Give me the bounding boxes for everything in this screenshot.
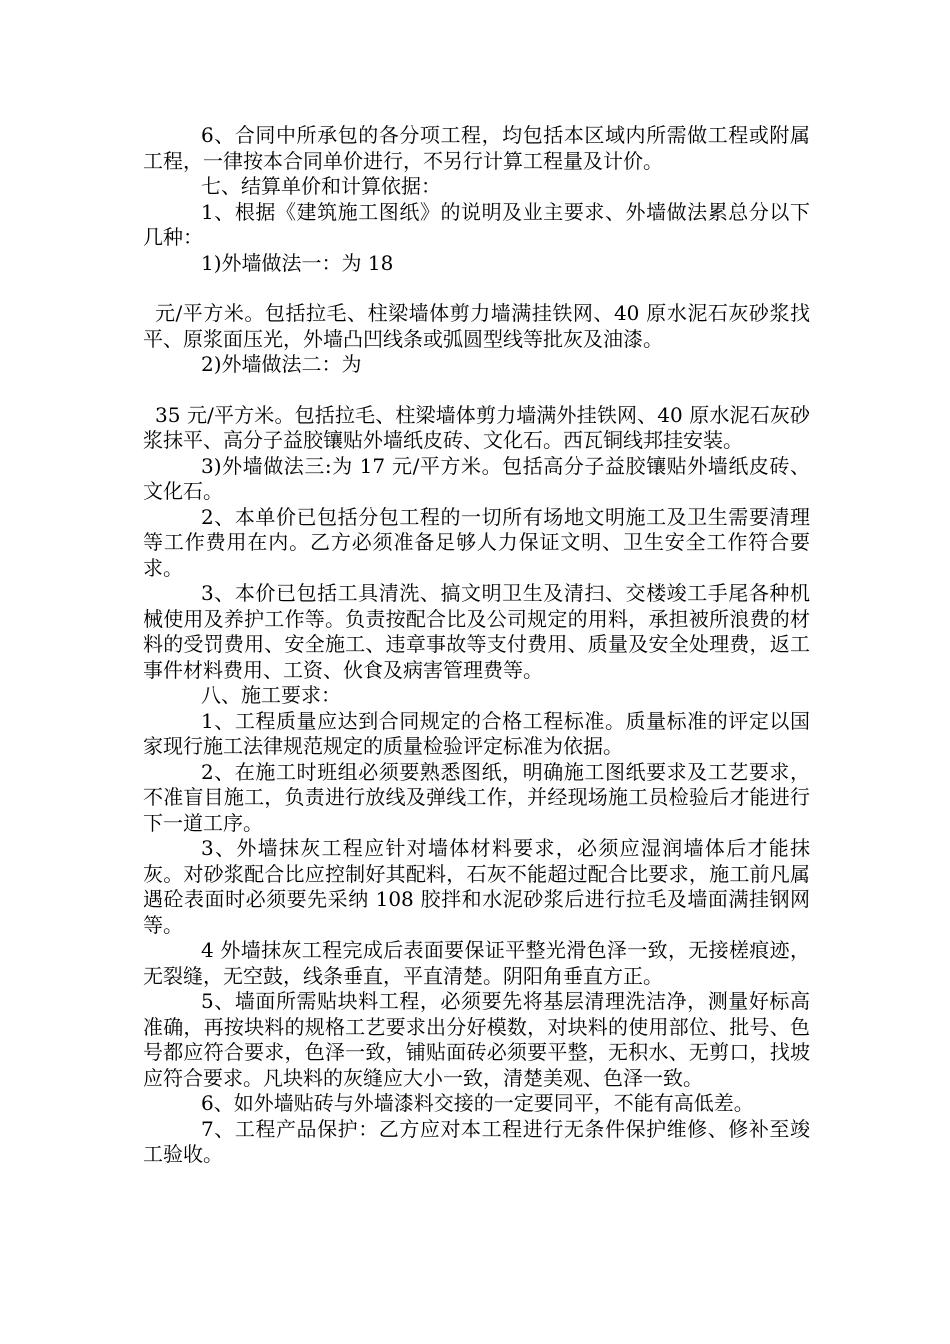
paragraph-item-6-contract-scope: 6、合同中所承包的各分项工程，均包括本区域内所需做工程或附属工程，一律按本合同单价进行，不另行计算工程量及计价。 [143, 123, 810, 173]
paragraph-method-two-heading: 2)外墙做法二：为 [201, 352, 362, 376]
paragraph-method-one-detail: 元/平方米。包括拉毛、柱梁墙体剪力墙满挂铁网、40 原水泥石灰砂浆找平、原浆面压光，外墙凸凹线条或弧圆型线等批灰及油漆。 [143, 301, 810, 351]
paragraph-plastering-finish: 4 外墙抹灰工程完成后表面要保证平整光滑色泽一致，无接槎痕迹，无裂缝，无空鼓，线条垂直，平直清楚。阴阳角垂直方正。 [143, 938, 810, 988]
paragraph-method-one-heading: 1)外墙做法一：为 18 [201, 250, 394, 275]
paragraph-method-two-detail: 35 元/平方米。包括拉毛、柱梁墙体剪力墙满外挂铁网、40 原水泥石灰砂浆抹平、高分子益胶镶贴外墙纸皮砖、文化石。西瓦铜线邦挂安装。 [143, 402, 810, 452]
paragraph-price-includes-tools: 3、本价已包括工具清洗、搞文明卫生及清扫、交楼竣工手尾各种机械使用及养护工作等。负责按配合比及公司规定的用料，承担被所浪费的材料的受罚费用、安全施工、违章事故等支付费用、质量及安全处理费，返工事件材料费用、工资、伙食及病害管理费等。 [143, 581, 810, 682]
paragraph-plastering-requirements: 3、外墙抹灰工程应针对墙体材料要求，必须应湿润墙体后才能抹灰。对砂浆配合比应控制好其配料，石灰不能超过配合比要求，施工前凡属遇砼表面时必须要先采纳 108 胶拌和水泥砂浆后进行拉毛及墙面满挂钢网等。 [143, 836, 810, 937]
section-heading-settlement: 七、结算单价和计算依据： [201, 174, 441, 198]
section-heading-construction-requirements: 八、施工要求： [201, 683, 341, 707]
paragraph-tiling-requirements: 5、墙面所需贴块料工程，必须要先将基层清理洗洁净，测量好标高准确，再按块料的规格工艺要求出分好模数，对块料的使用部位、批号、色号都应符合要求，色泽一致，铺贴面砖必须要平整，无积水、无剪口，找坡应符合要求。凡块料的灰缝应大小一致，清楚美观、色泽一致。 [143, 989, 810, 1090]
paragraph-drawings-familiarity: 2、在施工时班组必须要熟悉图纸，明确施工图纸要求及工艺要求，不准盲目施工，负责进行放线及弹线工作，并经现场施工员检验后才能进行下一道工序。 [143, 759, 810, 835]
paragraph-method-three: 3)外墙做法三:为 17 元/平方米。包括高分子益胶镶贴外墙纸皮砖、文化石。 [143, 453, 810, 503]
paragraph-product-protection: 7、工程产品保护：乙方应对本工程进行无条件保护维修、修补至竣工验收。 [143, 1116, 810, 1166]
paragraph-price-includes-site: 2、本单价已包括分包工程的一切所有场地文明施工及卫生需要清理等工作费用在内。乙方必须准备足够人力保证文明、卫生安全工作符合要求。 [143, 504, 810, 580]
paragraph-settlement-basis: 1、根据《建筑施工图纸》的说明及业主要求、外墙做法累总分以下几种： [143, 199, 810, 249]
paragraph-tile-paint-junction: 6、如外墙贴砖与外墙漆料交接的一定要同平，不能有高低差。 [201, 1091, 754, 1115]
document-body [143, 123, 810, 1168]
paragraph-quality-standard: 1、工程质量应达到合同规定的合格工程标准。质量标准的评定以国家现行施工法律规范规定的质量检验评定标准为依据。 [143, 708, 810, 758]
